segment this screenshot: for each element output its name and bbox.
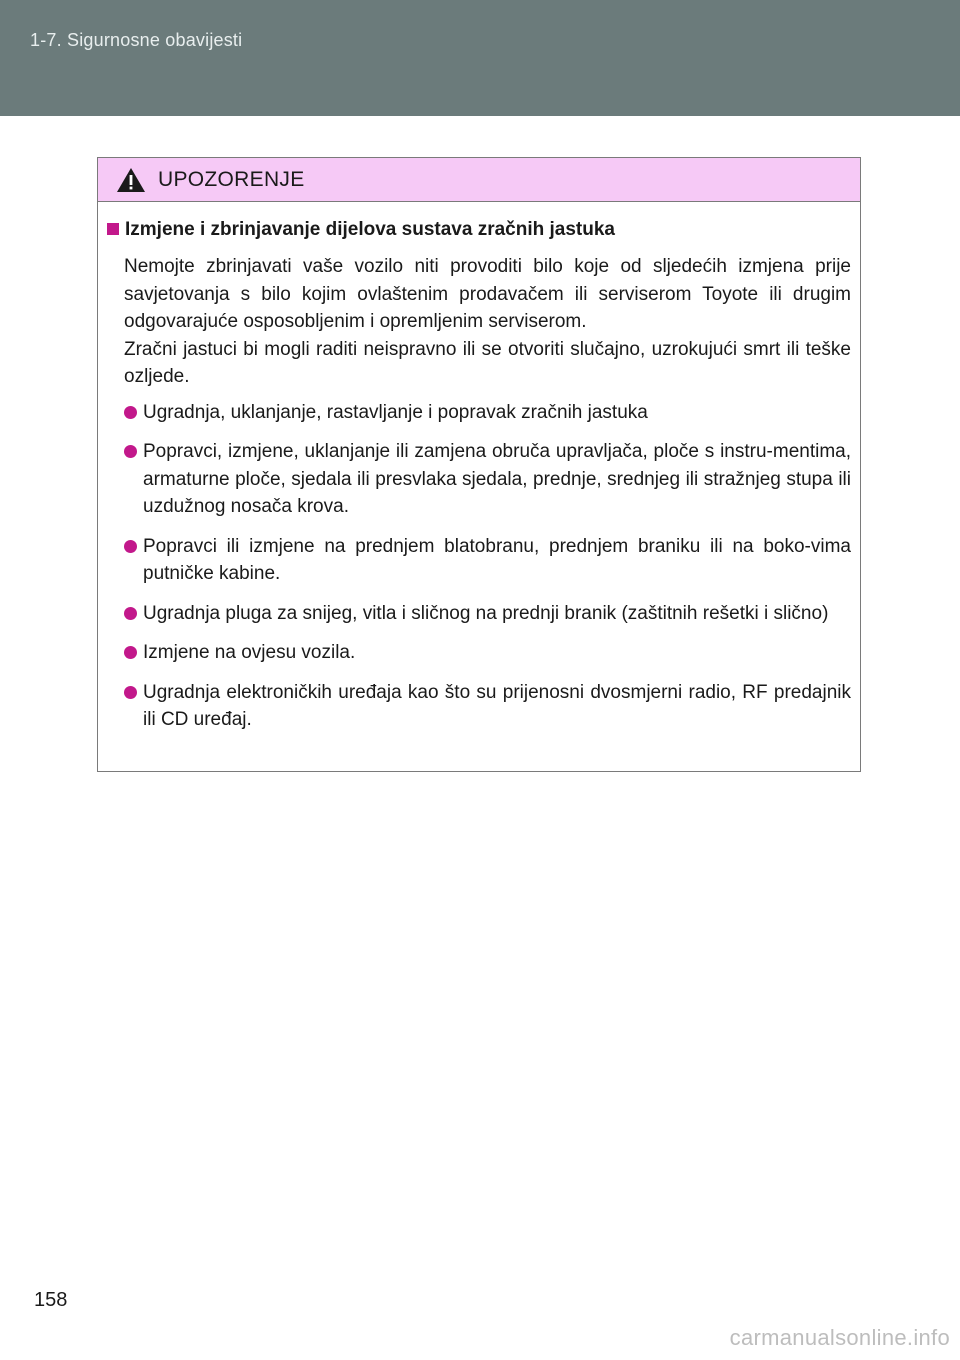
warning-header	[98, 158, 860, 202]
list-item	[124, 533, 851, 588]
list-item	[124, 639, 851, 667]
watermark: carmanualsonline.info	[729, 1325, 950, 1350]
bullet-dot-icon	[124, 540, 137, 553]
bullet-dot-icon	[124, 646, 137, 659]
subheading	[107, 216, 851, 243]
list-item	[124, 438, 851, 521]
bullet-dot-icon	[124, 686, 137, 699]
bullet-dot-icon	[124, 607, 137, 620]
warning-box	[97, 157, 861, 772]
list-item-text: Popravci, izmjene, uklanjanje ili zamjena obruča upravljača, ploče s instru-mentima, armaturne ploče, sjedala ili presvlaka sjedala, prednje, srednjeg ili stražnjeg stupa ili uzdužnog nosača krova.	[143, 441, 851, 517]
bullet-dot-icon	[124, 406, 137, 419]
list-item-text: Ugradnja elektroničkih uređaja kao što su prijenosni dvosmjerni radio, RF predajnik ili CD uređaj.	[143, 681, 851, 730]
list-item	[124, 600, 851, 628]
list-item-text: Ugradnja pluga za snijeg, vitla i sličnog na prednji branik (zaštitnih rešetki i slično)	[143, 602, 829, 624]
warning-label: UPOZORENJE	[158, 167, 305, 191]
warning-triangle-icon	[116, 167, 146, 193]
header-band	[0, 0, 960, 116]
bullet-dot-icon	[124, 445, 137, 458]
page-number: 158	[34, 1289, 68, 1311]
list-item-text: Ugradnja, uklanjanje, rastavljanje i popravak zračnih jastuka	[143, 401, 648, 423]
square-bullet-icon	[107, 223, 119, 235]
subheading-text: Izmjene i zbrinjavanje dijelova sustava zračnih jastuka	[125, 219, 615, 240]
paragraph-1: Nemojte zbrinjavati vaše vozilo niti provoditi bilo koje od sljedećih izmjena prije savjetovanja s bilo kojim ovlaštenim prodavačem ili serviserom Toyote ili drugim odgovarajuće osposobljenim i opremljenim serviserom.	[124, 256, 851, 332]
paragraph-2: Zračni jastuci bi mogli raditi neispravno ili se otvoriti slučajno, uzrokujući smrt ili teške ozljede.	[124, 338, 851, 387]
list-item-text: Izmjene na ovjesu vozila.	[143, 642, 356, 663]
warning-body	[98, 202, 860, 734]
list-item-text: Popravci ili izmjene na prednjem blatobranu, prednjem braniku ili na boko-vima putničke kabine.	[143, 535, 851, 584]
warning-list	[107, 399, 851, 734]
list-item	[124, 399, 851, 427]
list-item	[124, 679, 851, 734]
section-title: 1-7. Sigurnosne obavijesti	[30, 30, 243, 50]
